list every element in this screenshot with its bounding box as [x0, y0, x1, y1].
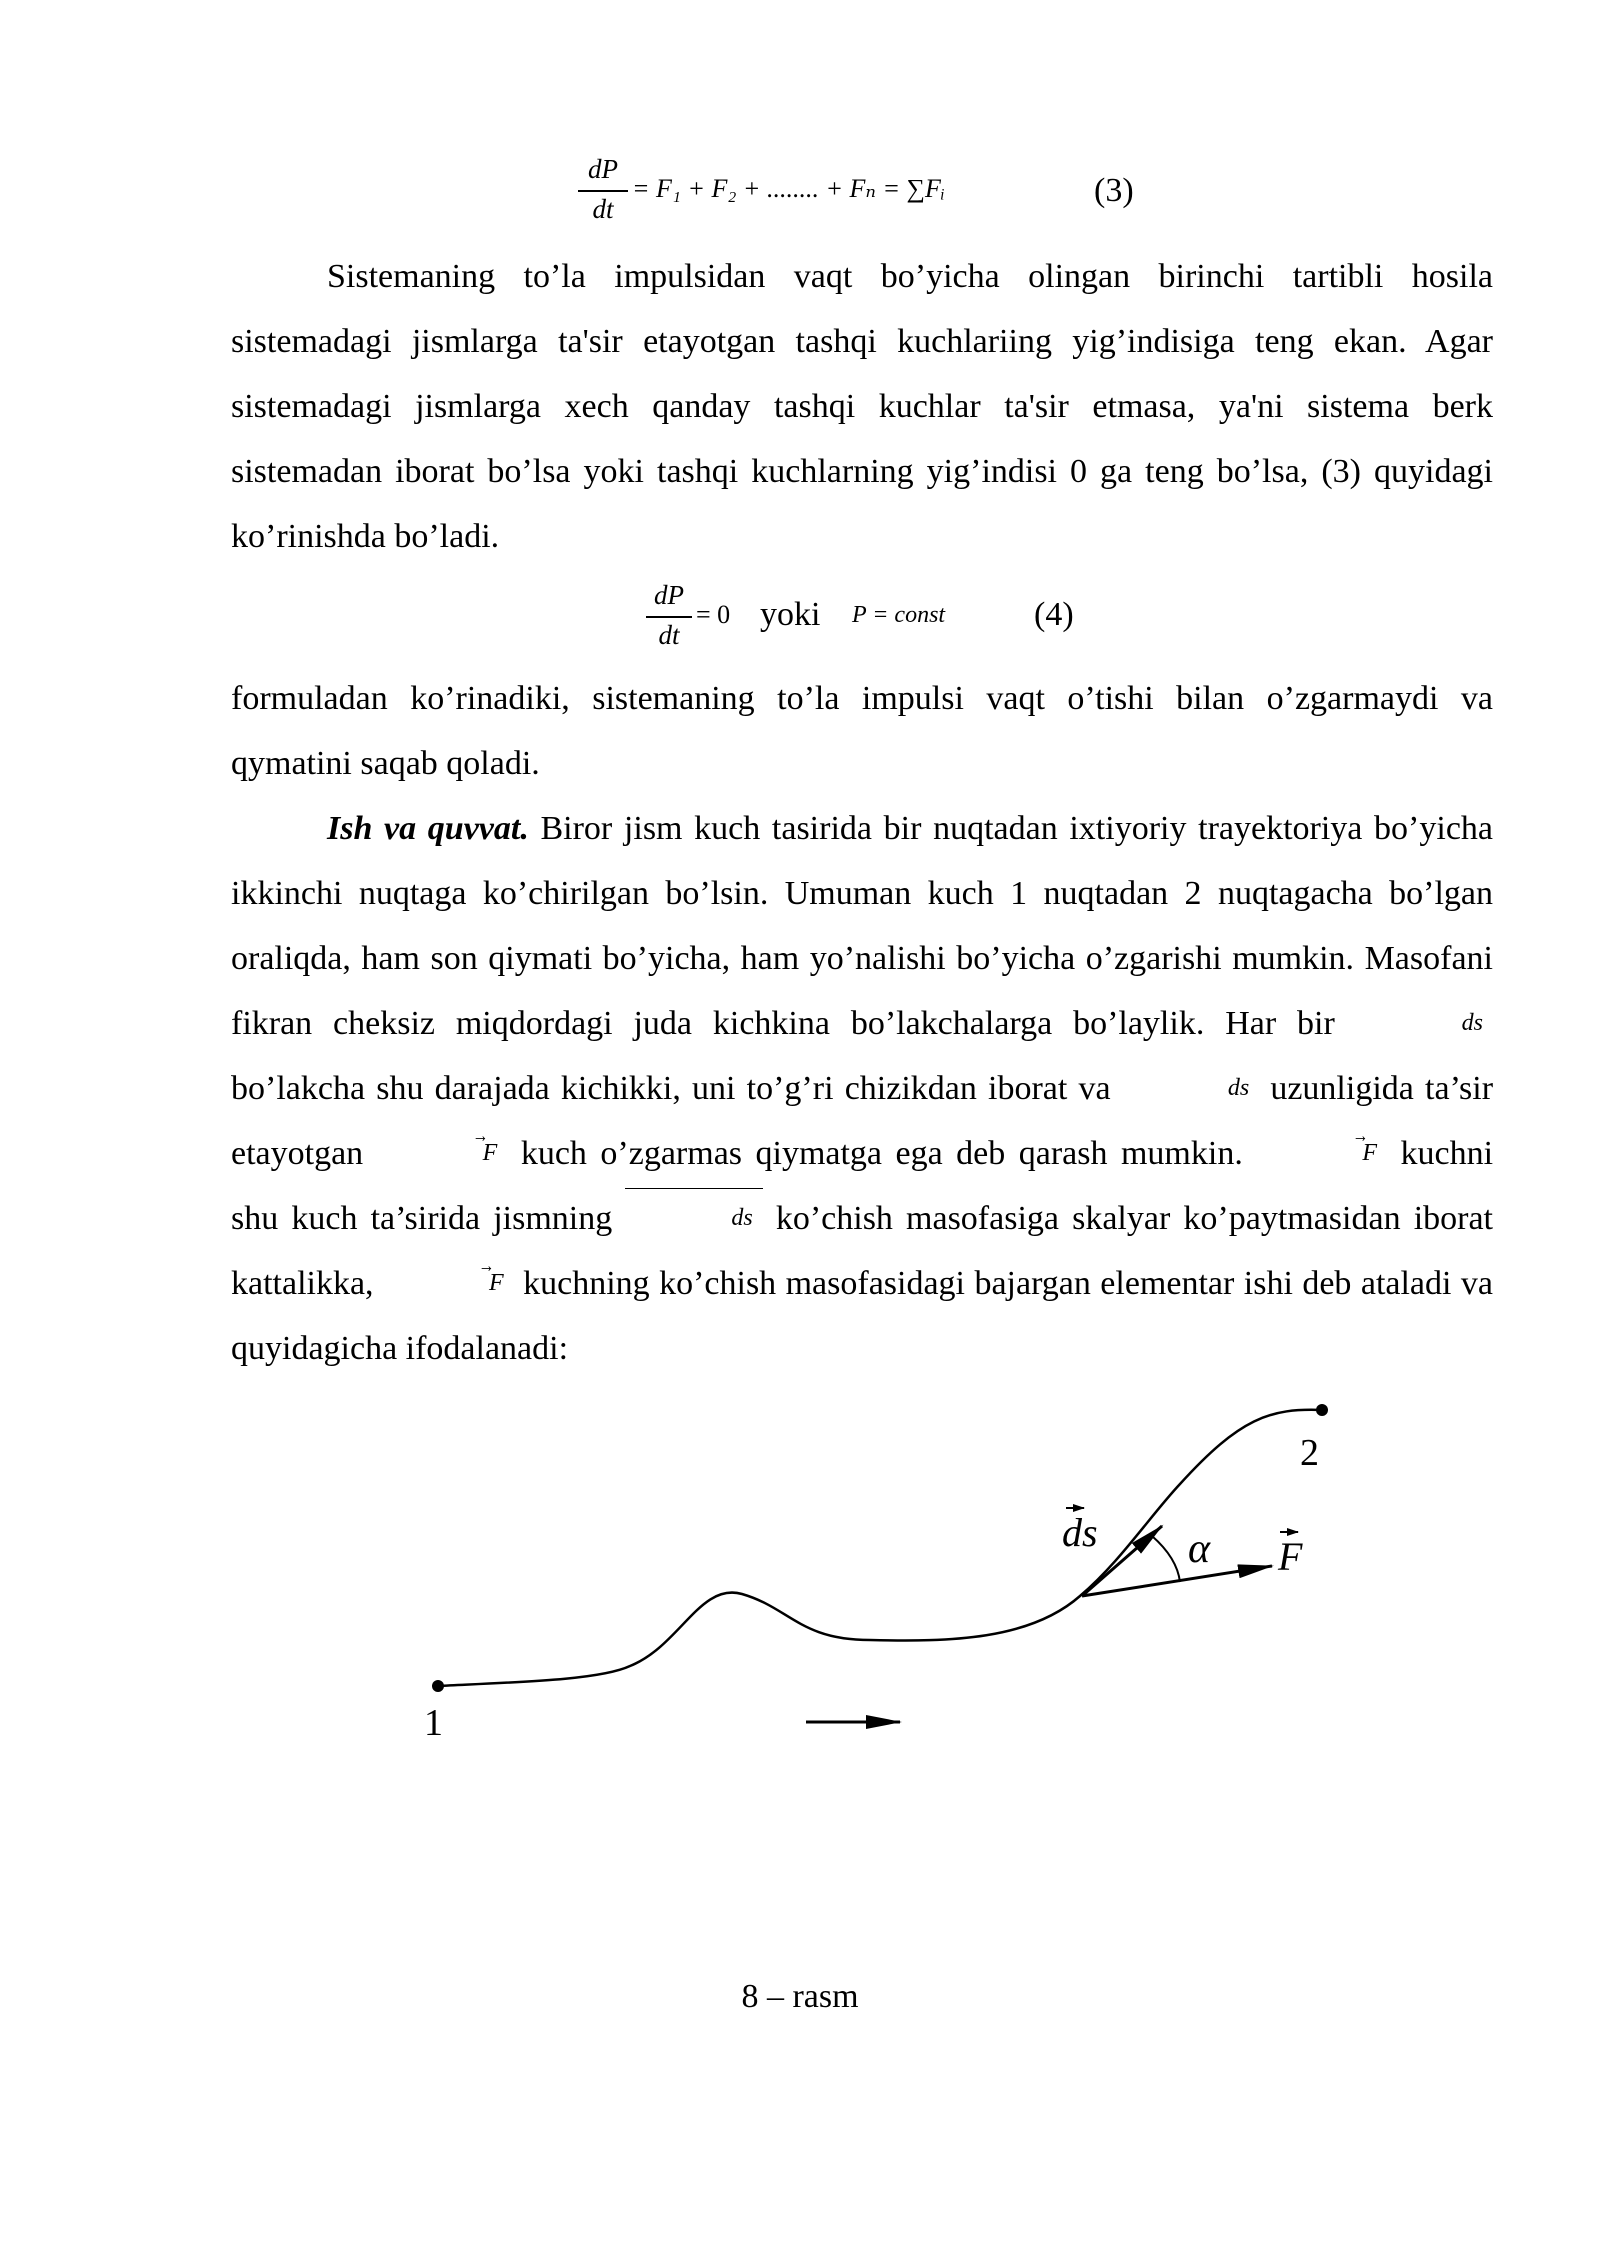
paragraph-3	[231, 796, 1493, 1381]
p3-text-2: bo’lakcha shu darajada kichikki, uni to’g’ri chizikdan iborat va	[231, 1070, 1111, 1107]
ds-label: ds	[1062, 1510, 1098, 1555]
section-heading: Ish va quvvat.	[327, 810, 529, 847]
point-1-dot	[432, 1680, 444, 1692]
symbol-ds: ds	[1227, 1075, 1250, 1101]
p3-text-3: uzunligida ta’sir etayotgan	[231, 1070, 1494, 1172]
force-label: F	[1278, 1534, 1303, 1579]
p3-text-4: kuch o’zgarmas qiymatga ega deb qarash mumkin.	[520, 1135, 1243, 1172]
p3-text-7: kuchning ko’chish masofasidagi bajargan elementar ishi deb ataladi va quyidagicha ifodalanadi:	[231, 1265, 1493, 1367]
eq3-number: (3)	[1094, 172, 1134, 209]
angle-alpha-arc	[1152, 1536, 1180, 1582]
paragraph-2: formuladan ko’rinadiki, sistemaning to’la impulsi vaqt o’tishi bilan o’zgarmaydi va qymatini saqab qoladi.	[231, 680, 1493, 782]
eq4-numerator: dP	[654, 580, 684, 610]
eq3-numerator: dP	[588, 154, 618, 184]
figure-trajectory-diagram	[0, 1390, 1600, 1810]
eq4-word-yoki: yoki	[760, 596, 821, 633]
p3-text-1: Biror jism kuch tasirida bir nuqtadan ixtiyoriy trayektoriya bo’yicha ikkinchi nuqtaga ko’chirilgan bo’lsin. Umuman kuch 1 nuqtadan 2 nuqtagacha bo’lgan oraliqda, ham son qiymati bo’yicha, ham yo’nalishi bo’yicha o’zgarishi mumkin. Masofani fikran cheksiz miqdordagi juda kichkina bo’lakchalarga bo’laylik. Har bir	[231, 810, 1493, 1042]
figure-caption: 8 – rasm	[741, 1978, 859, 2015]
p3-text-6: ko’chish masofasiga skalyar ko’paytmasidan iborat kattalikka,	[231, 1200, 1494, 1302]
eq4-number: (4)	[1034, 596, 1074, 633]
eq4-fraction-line	[646, 616, 692, 618]
eq3-rhs: = F₁ + F₂ + ........ + Fₙ = ∑Fᵢ	[632, 174, 946, 203]
eq3-denominator: dt	[592, 194, 614, 224]
symbol-ds-vector: ds	[625, 1186, 762, 1251]
eq4-eq-zero: = 0	[696, 600, 731, 629]
eq3-fraction-line	[578, 190, 628, 192]
point-2-label: 2	[1300, 1432, 1319, 1474]
paragraph-1: Sistemaning to’la impulsidan vaqt bo’yicha olingan birinchi tartibli hosila sistemadagi jismlarga ta'sir etayotgan tashqi kuchlariing yig’indisiga teng ekan. Agar sistemadagi jismlarga xech qanday tashqi kuchlar ta'sir etmasa, ya'ni sistema berk sistemadan iborat bo’lsa yoki tashqi kuchlarning yig’indisi 0 ga teng bo’lsa, (3) quyidagi ko’rinishda bo’ladi.	[231, 258, 1493, 555]
p3-text-5: kuchni shu kuch ta’sirida jismning	[231, 1135, 1494, 1237]
symbol-force-vector: → F	[1256, 1121, 1387, 1186]
point-2-dot	[1316, 1404, 1328, 1416]
symbol-force-vector: → F	[383, 1251, 514, 1316]
alpha-label: α	[1188, 1526, 1211, 1572]
eq4-denominator: dt	[658, 620, 680, 650]
eq4-rhs: P = const	[852, 602, 946, 628]
symbol-ds: ds	[1461, 1010, 1484, 1036]
symbol-force-vector: → F	[377, 1121, 508, 1186]
point-1-label: 1	[424, 1702, 443, 1744]
